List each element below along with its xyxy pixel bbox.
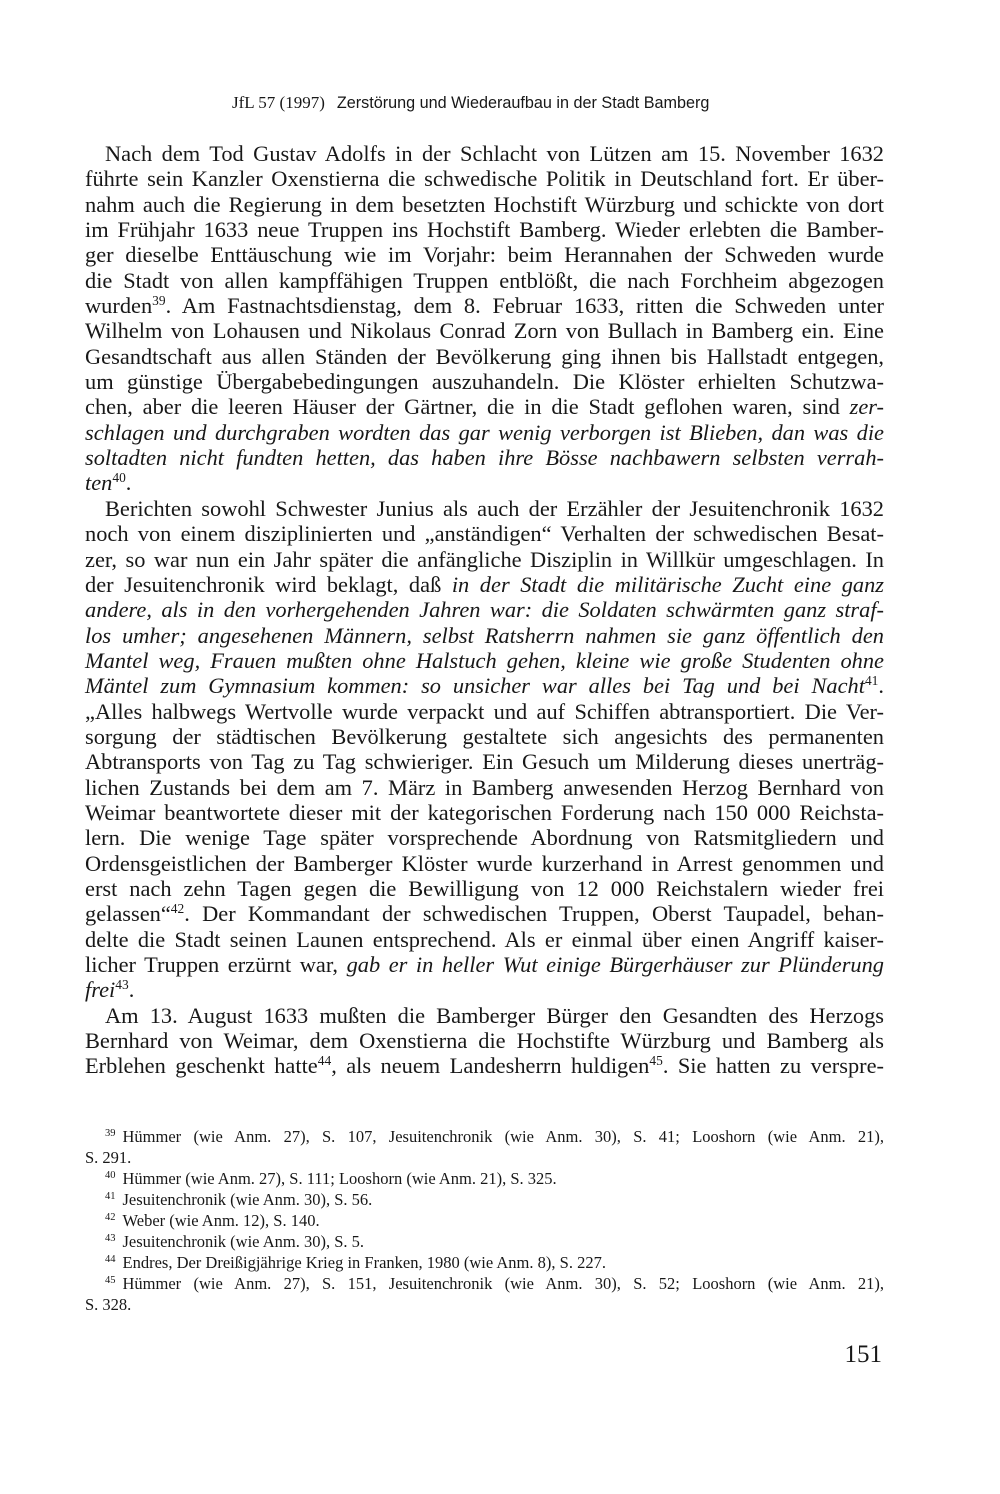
footnote-number: 42 [105,1212,116,1223]
text-run: sorgung der städtischen Bevölkerung gestaltete sich angesichts des permanenten [85,723,884,749]
text-line [85,293,884,318]
footnote [85,1189,884,1210]
footnote-text: Hümmer (wie Anm. 27), S. 111; Looshorn (wie Anm. 21), S. 325. [122,1169,557,1188]
footnote-line [85,1273,884,1294]
footnote-text: Jesuitenchronik (wie Anm. 30), S. 5. [122,1232,365,1251]
italic-quote-run: los umher; angesehenen Männern, selbst Ratsherrn nahmen sie ganz öffentlich den [85,622,884,648]
text-line [85,749,884,774]
text-run: gelassen“ [85,901,171,927]
text-run: . [878,673,884,699]
running-head [232,93,709,114]
text-run: Bernhard von Weimar, dem Oxenstierna die Hochstifte Würzburg und Bamberg als [85,1028,884,1054]
footnote-line [85,1168,884,1189]
text-run: . Am Fastnachtsdienstag, dem 8. Februar 1633, ritten die Schweden unter [165,293,884,319]
text-run: nahm auch die Regierung in dem besetzten Hochstift Würzburg und schickte von dort [85,191,884,217]
footnote [85,1210,884,1231]
italic-quote-run: zer- [849,394,884,420]
footnote-text: Jesuitenchronik (wie Anm. 30), S. 56. [122,1190,373,1209]
text-line [85,825,884,850]
footnote-text: Weber (wie Anm. 12), S. 140. [122,1211,320,1230]
text-line [85,318,884,343]
text-line [85,673,884,698]
footnote-reference: 43 [115,977,129,993]
text-line [85,876,884,901]
footnote-number: 41 [105,1191,116,1202]
text-line [85,420,884,445]
text-line [85,344,884,369]
footnote-number: 43 [105,1233,116,1244]
footnotes [85,1126,884,1315]
text-line [85,394,884,419]
footnote-line [85,1189,884,1210]
text-line [85,699,884,724]
text-line [85,851,884,876]
text-run: ger dieselbe Enttäuschung wie im Vorjahr: beim Herannahen der Schweden wurde [85,242,884,268]
text-line [85,952,884,977]
footnote-line [85,1231,884,1252]
footnote-reference: 40 [112,470,126,486]
text-run: im Frühjahr 1633 neue Truppen ins Hochstift Bamberg. Wieder erlebten die Bamber- [85,217,884,243]
text-line [85,445,884,470]
article-text [85,141,884,1079]
text-run: zer, so war nun ein Jahr später die anfängliche Disziplin in Willkür umgeschlagen. In [85,546,884,572]
paragraph [85,141,884,496]
footnote-number: 45 [105,1275,116,1286]
text-line [85,369,884,394]
text-run: „Alles halbwegs Wertvolle wurde verpackt und auf Schiffen abtransportiert. Die Ver- [85,698,884,724]
footnote-reference: 45 [649,1053,663,1069]
italic-quote-run: andere, als in den vorhergehenden Jahren war: die Soldaten schwärmten ganz straf- [85,597,884,623]
text-run: Weimar beantwortete dieser mit der kategorischen Forderung nach 150 000 Reichsta- [85,799,884,825]
text-line [85,217,884,242]
text-run: chen, aber die leeren Häuser der Gärtner, die in die Stadt geflohen waren, sind [85,394,850,420]
text-line [85,775,884,800]
text-line [85,623,884,648]
footnote-reference: 41 [864,673,879,689]
text-run: der Jesuitenchronik wird beklagt, daß [85,571,452,597]
text-line [85,470,884,495]
journal-citation: JfL 57 (1997) [232,93,325,112]
footnote [85,1126,884,1168]
italic-quote-run: in der Stadt die militärische Zucht eine ganz [451,571,884,597]
footnote-text: S. 291. [85,1148,132,1167]
text-line [85,977,884,1002]
text-line [85,547,884,572]
text-line [85,192,884,217]
footnote-line [85,1126,884,1147]
text-line [85,1053,884,1078]
footnote [85,1168,884,1189]
text-run: . [128,977,135,1003]
text-run: Berichten sowohl Schwester Junius als auch der Erzähler der Jesuitenchronik 1632 [105,495,884,521]
text-line [85,1003,884,1028]
text-line [85,597,884,622]
text-line [85,496,884,521]
text-run: Nach dem Tod Gustav Adolfs in der Schlacht von Lützen am 15. November 1632 [105,141,884,166]
text-run: delte die Stadt seinen Launen entsprechend. Als er einmal über einen Angriff kaiser- [85,926,884,952]
italic-quote-run: Mäntel zum Gymnasium kommen: so unsicher war alles bei Tag und bei Nacht [85,673,865,699]
footnote-reference: 42 [170,901,185,917]
footnote-number: 39 [105,1128,116,1139]
paragraph [85,496,884,1003]
text-run: lern. Die wenige Tage später vorsprechende Abordnung von Ratsmitgliedern und [85,825,884,851]
footnote-text: S. 328. [85,1295,132,1314]
italic-quote-run: Mantel weg, Frauen mußten ohne Halstuch gehen, kleine wie große Studenten ohne [85,647,884,673]
footnote-number: 40 [105,1170,116,1181]
text-run: Ordensgeistlichen der Bamberger Klöster wurde kurzerhand in Arrest genommen und [85,850,884,876]
text-run: um günstige Übergabebedingungen auszuhandeln. Die Klöster erhielten Schutzwa- [85,369,884,395]
text-run: noch von einem disziplinierten und „anständigen“ Verhalten der schwedischen Besat- [85,521,884,547]
footnote-number: 44 [105,1254,116,1265]
text-line [85,1028,884,1053]
text-run: führte sein Kanzler Oxenstierna die schwedische Politik in Deutschland fort. Er über- [85,166,884,192]
text-line [85,268,884,293]
footnote [85,1252,884,1273]
text-line [85,800,884,825]
footnote-reference: 39 [152,293,166,308]
text-line [85,242,884,267]
page-number: 151 [844,1341,882,1368]
text-run: die Stadt von allen kampffähigen Truppen entblößt, die nach Forchheim abgezogen [85,267,884,293]
footnote-line [85,1252,884,1273]
text-run: lichen Zustands bei dem am 7. März in Bamberg anwesenden Herzog Bernhard von [85,774,884,800]
text-run: , als neuem Landesherrn huldigen [331,1053,650,1079]
text-run: Abtransports von Tag zu Tag schwieriger. Ein Gesuch um Milderung dieses unerträg- [85,749,884,775]
footnote [85,1231,884,1252]
text-line [85,521,884,546]
italic-quote-run: ten [85,470,113,496]
paragraph [85,1003,884,1079]
text-line [85,927,884,952]
text-line [85,572,884,597]
footnote-text: Hümmer (wie Anm. 27), S. 107, Jesuitenchronik (wie Anm. 30), S. 41; Looshorn (wie Anm. 21), [122,1127,884,1146]
text-line [85,141,884,166]
italic-quote-run: schlagen und durchgraben wordten das gar wenig verborgen ist Blieben, dan was die [85,419,884,445]
text-line [85,724,884,749]
running-title: Zerstörung und Wiederaufbau in der Stadt Bamberg [336,94,710,112]
footnote-text: Hümmer (wie Anm. 27), S. 151, Jesuitenchronik (wie Anm. 30), S. 52; Looshorn (wie Anm. 21), [122,1274,884,1293]
text-run: . Der Kommandant der schwedischen Truppen, Oberst Taupadel, behan- [184,901,884,927]
footnote-text: Endres, Der Dreißigjährige Krieg in Franken, 1980 (wie Anm. 8), S. 227. [122,1253,606,1272]
text-run: Gesandtschaft aus allen Ständen der Bevölkerung ging ihnen bis Hallstadt entgegen, [85,343,884,369]
text-run: Am 13. August 1633 mußten die Bamberger Bürger den Gesandten des Herzogs [105,1002,884,1028]
footnote-line [85,1210,884,1231]
footnote-reference: 44 [317,1053,332,1069]
italic-quote-run: soltadten nicht fundten hetten, das haben ihre Bösse nachbawern selbsten verrah- [85,445,884,471]
footnote [85,1273,884,1315]
text-line [85,166,884,191]
text-line [85,648,884,673]
text-run: . [125,470,132,496]
italic-quote-run: gab er in heller Wut einige Bürgerhäuser zur Plünderung [346,952,884,977]
text-run: Erblehen geschenkt hatte [85,1053,318,1079]
footnote-line [85,1294,884,1315]
text-run: erst nach zehn Tagen gegen die Bewilligung von 12 000 Reichstalern wieder frei [85,875,884,901]
footnote-line [85,1147,884,1168]
text-line [85,901,884,926]
text-run: licher Truppen erzürnt war, [85,952,347,977]
text-run: wurden [85,293,153,319]
text-run: Wilhelm von Lohausen und Nikolaus Conrad Zorn von Bullach in Bamberg ein. Eine [85,318,884,344]
text-run: . Sie hatten zu verspre- [662,1053,884,1079]
italic-quote-run: frei [85,977,116,1003]
